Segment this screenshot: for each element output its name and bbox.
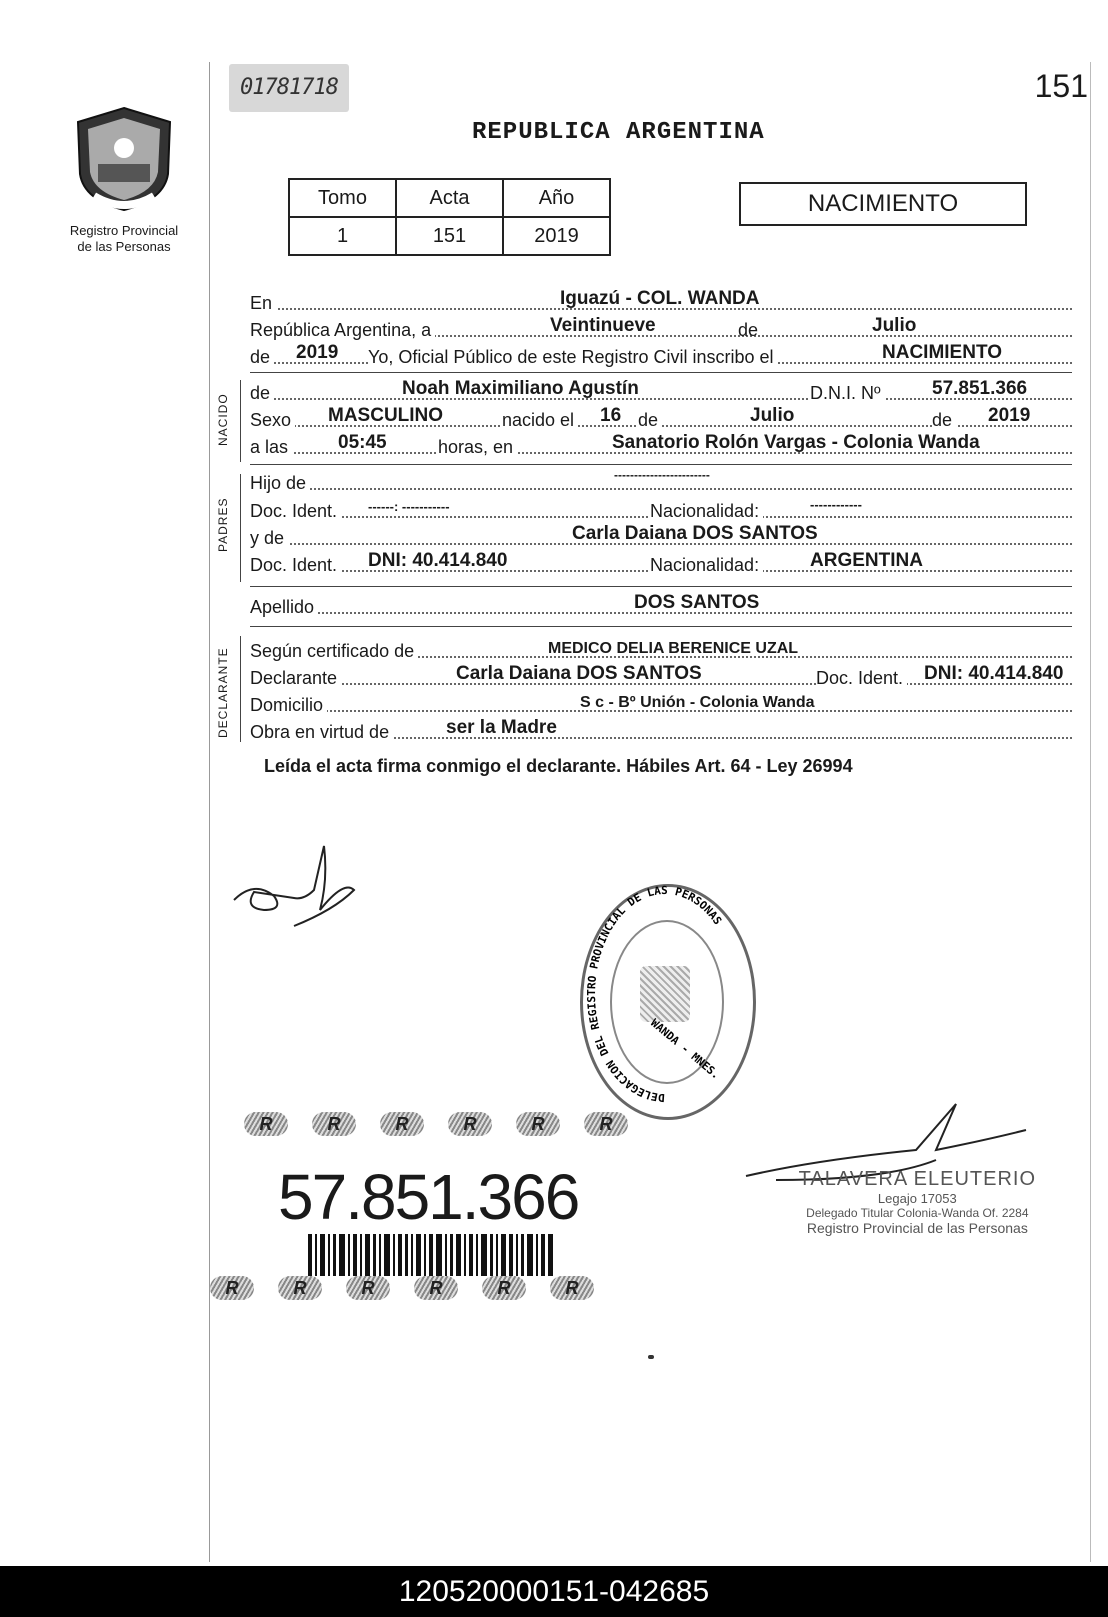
sex-line — [250, 403, 1072, 431]
declarante-doc-value: DNI: 40.414.840 — [924, 663, 1064, 684]
right-edge-line — [1090, 62, 1091, 1562]
month-value: Julio — [872, 315, 917, 336]
record-table-value-row — [289, 217, 610, 255]
year-value: 2019 — [296, 342, 339, 363]
de-day-label: de — [638, 410, 662, 431]
hijo-de-label: Hijo de — [250, 473, 310, 494]
record-table-cell: 151 — [396, 217, 503, 255]
de-label: de — [738, 320, 759, 340]
r-mark: R — [482, 1276, 526, 1300]
r-mark: R — [516, 1112, 560, 1136]
security-marks-top — [244, 1112, 628, 1136]
father-nationality-value: ------------ — [810, 497, 862, 512]
registry-caption — [64, 223, 184, 255]
r-mark: R — [414, 1276, 458, 1300]
r-mark: R — [210, 1276, 254, 1300]
margin-line — [209, 62, 210, 1562]
day-value: Veintinueve — [550, 315, 656, 336]
security-marks-bottom — [210, 1276, 594, 1300]
declarante-line — [250, 661, 1072, 689]
official-legajo: Legajo 17053 — [877, 1191, 957, 1206]
r-mark: R — [244, 1112, 288, 1136]
domicilio-line — [250, 688, 1072, 716]
sexo-label: Sexo — [250, 410, 295, 431]
apellido-label: Apellido — [250, 597, 318, 618]
apellido-line — [250, 590, 1072, 618]
r-mark: R — [380, 1112, 424, 1136]
mother-doc-value: DNI: 40.414.840 — [368, 550, 508, 571]
record-table-header: Acta — [396, 179, 503, 217]
date-line — [250, 313, 1072, 341]
r-mark: R — [346, 1276, 390, 1300]
legal-footnote: Leída el acta firma conmigo el declarante. Hábiles Art. 64 - Ley 26994 — [264, 756, 853, 776]
speck — [648, 1355, 654, 1359]
record-table-cell: 2019 — [503, 217, 610, 255]
child-name-line — [250, 376, 1072, 404]
page-number: 151 — [1034, 68, 1088, 104]
de2-label: de — [250, 347, 274, 368]
apellido-value: DOS SANTOS — [634, 592, 760, 613]
certificate-value: MEDICO DELIA BERENICE UZAL — [548, 640, 799, 657]
r-mark: R — [448, 1112, 492, 1136]
place-value: Iguazú - COL. WANDA — [560, 288, 760, 309]
province-logo — [64, 104, 184, 255]
r-mark: R — [312, 1112, 356, 1136]
child-name-value: Noah Maximiliano Agustín — [402, 378, 639, 399]
separator — [250, 586, 1072, 587]
mother-name-value: Carla Daiana DOS SANTOS — [572, 523, 818, 544]
obra-label: Obra en virtud de — [250, 722, 393, 743]
birth-place-value: Sanatorio Rolón Vargas - Colonia Wanda — [612, 432, 980, 453]
horas-label: horas, en — [438, 437, 517, 458]
birth-day-value: 16 — [600, 405, 622, 426]
doc-ident-label: Doc. Ident. — [250, 501, 341, 522]
serial-number: 01781718 — [229, 64, 349, 112]
year-line — [250, 340, 1072, 368]
separator — [250, 372, 1072, 373]
time-line — [250, 430, 1072, 458]
stamp-ring-text — [580, 884, 750, 1114]
doc-ident-label: Doc. Ident. — [250, 555, 341, 576]
domicilio-value: S c - Bº Unión - Colonia Wanda — [580, 694, 815, 711]
record-table-cell: 1 — [289, 217, 396, 255]
republica-label: República Argentina, a — [250, 320, 435, 341]
separator — [250, 464, 1072, 465]
r-mark: R — [584, 1112, 628, 1136]
de-month-label: de — [932, 410, 956, 431]
nacido-el-label: nacido el — [502, 410, 578, 431]
dni-value: 57.851.366 — [932, 378, 1028, 399]
declarante-label: Declarante — [250, 668, 341, 689]
mother-doc-line — [250, 548, 1072, 576]
declarante-doc-label: Doc. Ident. — [816, 668, 907, 689]
padres-section-label: PADRES — [216, 497, 230, 552]
official-text: Yo, Oficial Público de este Registro Civil inscribo el — [368, 347, 778, 368]
de-name-label: de — [250, 383, 274, 404]
record-table-header-row — [289, 179, 610, 217]
official-name: TALAVERA ELEUTERIO — [798, 1168, 1036, 1190]
mother-nationality-value: ARGENTINA — [810, 550, 923, 571]
father-doc-line — [250, 494, 1072, 522]
en-label: En — [250, 293, 276, 314]
father-name-value: ------------------------ — [614, 468, 710, 482]
barcode — [308, 1234, 572, 1276]
obra-value: ser la Madre — [446, 717, 557, 738]
nacido-section-label: NACIDO — [216, 393, 230, 446]
record-table-header: Tomo — [289, 179, 396, 217]
separator — [250, 626, 1072, 627]
certificate-line — [250, 634, 1072, 662]
misiones-crest-icon — [64, 104, 184, 214]
nacionalidad-label: Nacionalidad: — [650, 555, 763, 576]
record-table — [288, 178, 611, 256]
padres-bracket — [240, 474, 241, 582]
declarante-bracket — [240, 636, 241, 742]
record-table-header: Año — [503, 179, 610, 217]
record-type-box: NACIMIENTO — [739, 182, 1027, 226]
birth-year-value: 2019 — [988, 405, 1031, 426]
nacionalidad-label: Nacionalidad: — [650, 501, 763, 522]
obra-line — [250, 715, 1072, 743]
domicilio-label: Domicilio — [250, 695, 327, 716]
stamp-ring-text-label: DELEGACION DEL REGISTRO PROVINCIAL DE LAS PERSONAS — [585, 884, 725, 1105]
segun-label: Según certificado de — [250, 641, 418, 662]
stamp-inner-text: WANDA - MNES. — [648, 1016, 723, 1082]
official-role: Delegado Titular Colonia-Wanda Of. 2284 — [806, 1206, 1029, 1220]
declarante-section-label: DECLARANTE — [216, 647, 230, 738]
registry-caption-line1: Registro Provincial — [69, 223, 179, 238]
y-de-label: y de — [250, 528, 288, 549]
r-mark: R — [278, 1276, 322, 1300]
official-block — [799, 1168, 1036, 1236]
father-doc-value: ------: ----------- — [368, 499, 450, 514]
declarante-name-value: Carla Daiana DOS SANTOS — [456, 663, 702, 684]
birth-month-value: Julio — [750, 405, 795, 426]
declarant-signature — [224, 840, 374, 940]
nacido-bracket — [240, 380, 241, 462]
time-value: 05:45 — [338, 432, 387, 453]
barcode-number: 57.851.366 — [278, 1161, 579, 1233]
sexo-value: MASCULINO — [328, 405, 444, 426]
footer-id: 120520000151-042685 — [0, 1566, 1108, 1617]
document-title: REPUBLICA ARGENTINA — [472, 119, 765, 146]
r-mark: R — [550, 1276, 594, 1300]
dni-label: D.N.I. Nº — [810, 383, 885, 404]
official-registry: Registro Provincial de las Personas — [806, 1220, 1028, 1236]
father-line — [250, 466, 1072, 494]
registry-caption-line2: de las Personas — [77, 239, 171, 254]
act-type-value: NACIMIENTO — [882, 342, 1002, 363]
place-line — [250, 286, 1072, 314]
mother-line — [250, 521, 1072, 549]
a-las-label: a las — [250, 437, 292, 458]
